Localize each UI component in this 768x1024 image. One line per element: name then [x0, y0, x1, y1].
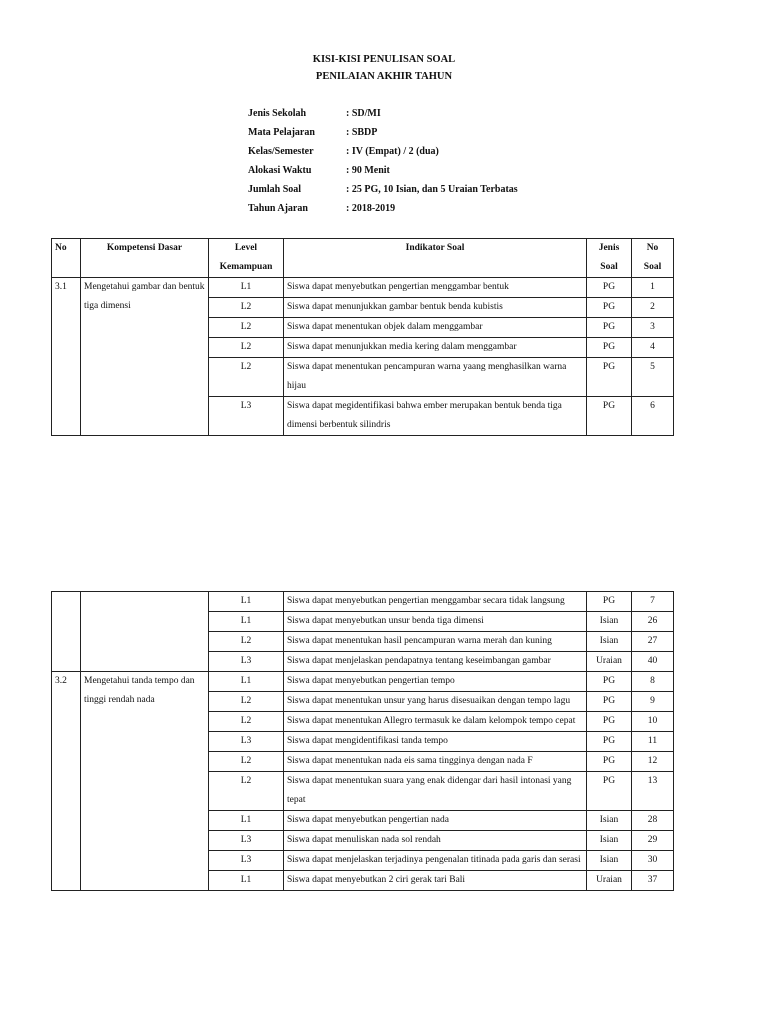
header-kompetensi-dasar: Kompetensi Dasar [81, 239, 209, 278]
table-row [52, 278, 674, 298]
cell-level: L1 [209, 871, 284, 891]
cell-no-soal: 11 [632, 732, 674, 752]
info-row [248, 199, 518, 218]
cell-jenis-soal: PG [587, 397, 632, 436]
cell-jenis-soal: PG [587, 358, 632, 397]
cell-level: L1 [209, 612, 284, 632]
cell-indikator: Siswa dapat menyebutkan pengertian nada [284, 811, 587, 831]
cell-level: L3 [209, 397, 284, 436]
cell-jenis-soal: PG [587, 712, 632, 732]
cell-level: L1 [209, 278, 284, 298]
cell-kd-number [52, 592, 81, 672]
cell-jenis-soal: Isian [587, 851, 632, 871]
cell-indikator: Siswa dapat menyebutkan unsur benda tiga dimensi [284, 612, 587, 632]
cell-no-soal: 12 [632, 752, 674, 772]
cell-indikator: Siswa dapat menyebutkan pengertian menggambar bentuk [284, 278, 587, 298]
header-jenis-soal: Jenis Soal [587, 239, 632, 278]
kisi-table-page2 [51, 591, 674, 891]
cell-jenis-soal: PG [587, 592, 632, 612]
cell-indikator: Siswa dapat mengidentifikasi tanda tempo [284, 732, 587, 752]
cell-indikator: Siswa dapat menentukan pencampuran warna yaang menghasilkan warna hijau [284, 358, 587, 397]
cell-no-soal: 27 [632, 632, 674, 652]
cell-level: L2 [209, 752, 284, 772]
cell-indikator: Siswa dapat menentukan suara yang enak didengar dari hasil intonasi yang tepat [284, 772, 587, 811]
cell-no-soal: 6 [632, 397, 674, 436]
cell-indikator: Siswa dapat menentukan hasil pencampuran warna merah dan kuning [284, 632, 587, 652]
info-value: : IV (Empat) / 2 (dua) [346, 146, 439, 157]
cell-level: L2 [209, 772, 284, 811]
cell-level: L2 [209, 298, 284, 318]
cell-jenis-soal: Isian [587, 811, 632, 831]
cell-jenis-soal: PG [587, 338, 632, 358]
cell-no-soal: 40 [632, 652, 674, 672]
cell-jenis-soal: PG [587, 772, 632, 811]
cell-no-soal: 26 [632, 612, 674, 632]
cell-no-soal: 37 [632, 871, 674, 891]
cell-no-soal: 8 [632, 672, 674, 692]
header-no: No [52, 239, 81, 278]
cell-level: L3 [209, 732, 284, 752]
cell-kompetensi-dasar: Mengetahui tanda tempo dan tinggi rendah nada [81, 672, 209, 891]
info-row [248, 161, 518, 180]
cell-indikator: Siswa dapat menentukan nada eis sama tingginya dengan nada F [284, 752, 587, 772]
cell-jenis-soal: PG [587, 692, 632, 712]
info-row [248, 123, 518, 142]
cell-jenis-soal: PG [587, 298, 632, 318]
cell-no-soal: 29 [632, 831, 674, 851]
cell-level: L3 [209, 652, 284, 672]
cell-no-soal: 5 [632, 358, 674, 397]
info-row [248, 142, 518, 161]
cell-level: L2 [209, 712, 284, 732]
cell-level: L3 [209, 831, 284, 851]
cell-jenis-soal: PG [587, 318, 632, 338]
cell-indikator: Siswa dapat menyebutkan pengertian tempo [284, 672, 587, 692]
info-label: Jenis Sekolah [248, 108, 307, 119]
cell-level: L1 [209, 592, 284, 612]
info-label: Tahun Ajaran [248, 203, 308, 214]
cell-jenis-soal: Isian [587, 612, 632, 632]
table-row [52, 672, 674, 692]
info-value: : SD/MI [346, 108, 381, 119]
cell-indikator: Siswa dapat menunjukkan media kering dalam menggambar [284, 338, 587, 358]
cell-no-soal: 2 [632, 298, 674, 318]
info-label: Alokasi Waktu [248, 165, 312, 176]
info-value: : SBDP [346, 127, 378, 138]
cell-level: L2 [209, 338, 284, 358]
table-header-row [52, 239, 674, 278]
cell-kd-number: 3.1 [52, 278, 81, 436]
cell-kd-number: 3.2 [52, 672, 81, 891]
cell-no-soal: 1 [632, 278, 674, 298]
info-label: Mata Pelajaran [248, 127, 315, 138]
cell-level: L1 [209, 672, 284, 692]
cell-level: L2 [209, 358, 284, 397]
cell-kompetensi-dasar: Mengetahui gambar dan bentuk tiga dimensi [81, 278, 209, 436]
cell-indikator: Siswa dapat menunjukkan gambar bentuk benda kubistis [284, 298, 587, 318]
kisi-table-page1 [51, 238, 674, 436]
info-block [248, 104, 518, 218]
info-value: : 2018-2019 [346, 203, 396, 214]
cell-indikator: Siswa dapat megidentifikasi bahwa ember merupakan bentuk benda tiga dimensi berbentuk silindris [284, 397, 587, 436]
cell-level: L2 [209, 632, 284, 652]
cell-no-soal: 10 [632, 712, 674, 732]
cell-jenis-soal: PG [587, 732, 632, 752]
cell-level: L3 [209, 851, 284, 871]
info-value: : 25 PG, 10 Isian, dan 5 Uraian Terbatas [346, 184, 518, 195]
info-row [248, 180, 518, 199]
cell-jenis-soal: PG [587, 278, 632, 298]
header-indikator: Indikator Soal [284, 239, 587, 278]
cell-indikator: Siswa dapat menentukan Allegro termasuk ke dalam kelompok tempo cepat [284, 712, 587, 732]
cell-indikator: Siswa dapat menjelaskan terjadinya pengenalan titinada pada garis dan serasi [284, 851, 587, 871]
cell-indikator: Siswa dapat menyebutkan pengertian menggambar secara tidak langsung [284, 592, 587, 612]
info-value: : 90 Menit [346, 165, 390, 176]
info-row [248, 104, 518, 123]
cell-indikator: Siswa dapat menentukan objek dalam menggambar [284, 318, 587, 338]
document-subtitle: PENILAIAN AKHIR TAHUN [315, 71, 453, 82]
cell-indikator: Siswa dapat menuliskan nada sol rendah [284, 831, 587, 851]
cell-no-soal: 28 [632, 811, 674, 831]
header-no-soal: No Soal [632, 239, 674, 278]
table-row [52, 592, 674, 612]
cell-jenis-soal: Isian [587, 632, 632, 652]
cell-jenis-soal: Isian [587, 831, 632, 851]
cell-level: L2 [209, 318, 284, 338]
cell-no-soal: 7 [632, 592, 674, 612]
cell-no-soal: 9 [632, 692, 674, 712]
header-level: Level Kemampuan [209, 239, 284, 278]
cell-level: L1 [209, 811, 284, 831]
cell-indikator: Siswa dapat menentukan unsur yang harus disesuaikan dengan tempo lagu [284, 692, 587, 712]
document-title: KISI-KISI PENULISAN SOAL [312, 54, 456, 65]
cell-indikator: Siswa dapat menjelaskan pendapatnya tentang keseimbangan gambar [284, 652, 587, 672]
cell-kompetensi-dasar [81, 592, 209, 672]
cell-jenis-soal: PG [587, 752, 632, 772]
cell-level: L2 [209, 692, 284, 712]
cell-jenis-soal: Uraian [587, 652, 632, 672]
cell-indikator: Siswa dapat menyebutkan 2 ciri gerak tari Bali [284, 871, 587, 891]
cell-jenis-soal: Uraian [587, 871, 632, 891]
cell-jenis-soal: PG [587, 672, 632, 692]
info-label: Kelas/Semester [248, 146, 314, 157]
info-label: Jumlah Soal [248, 184, 302, 195]
cell-no-soal: 4 [632, 338, 674, 358]
cell-no-soal: 3 [632, 318, 674, 338]
cell-no-soal: 13 [632, 772, 674, 811]
cell-no-soal: 30 [632, 851, 674, 871]
